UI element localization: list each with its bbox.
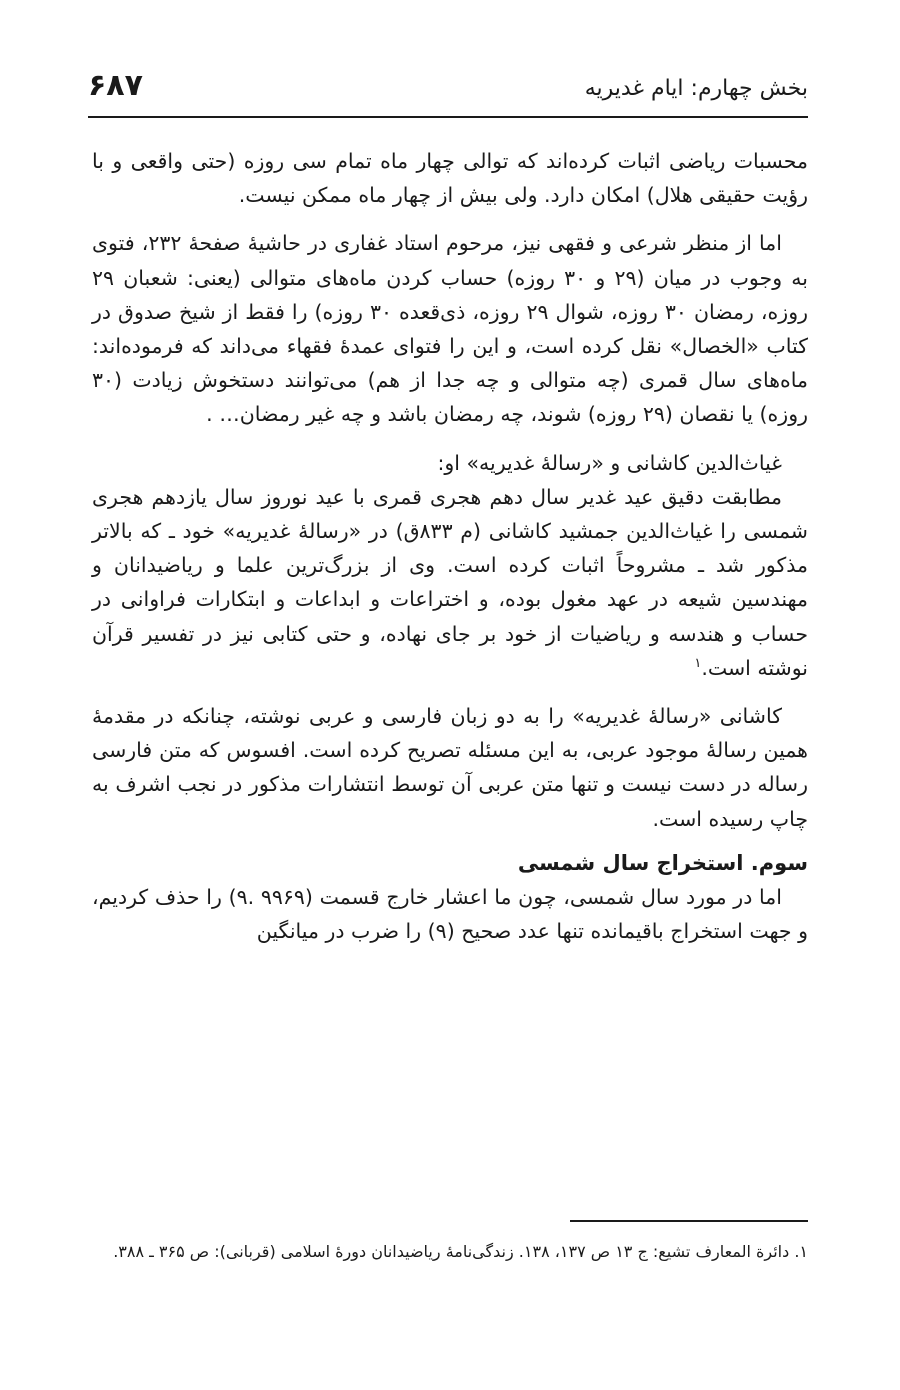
paragraph-2: اما از منظر شرعی و فقهی نیز، مرحوم استاد غفاری در حاشیهٔ صفحهٔ ۲۳۲، فتوی به وجوب در میان (۲۹ و ۳۰ روزه) حساب کردن ماه‌های متوالی (یعنی: شعبان ۲۹ روزه، رمضان ۳۰ روزه، شوال ۲۹ روزه، ذی‌قعده ۳۰ روزه) را فقط از شیخ صدوق در کتاب «الخصال» نقل کرده است، و این را فتوای عمدهٔ فقهاء می‌داند که فرموده‌اند: ماه‌های سال قمری (چه متوالی و چه جدا از هم) می‌توانند دستخوش زیادت (۳۰ روزه) یا نقصان (۲۹ روزه) شوند، چه رمضان باشد و چه غیر رمضان… . bbox=[92, 231, 808, 427]
section-title: بخش چهارم: ایام غدیریه bbox=[584, 76, 808, 101]
header-rule bbox=[88, 116, 808, 118]
footnote-rule bbox=[570, 1220, 808, 1222]
page-number: ۶۸۷ bbox=[88, 68, 143, 103]
footnotes bbox=[92, 1236, 808, 1268]
running-head bbox=[88, 68, 808, 108]
paragraph-3: غیاث‌الدین کاشانی و «رسالهٔ غدیریه» او: bbox=[437, 450, 782, 475]
paragraph-5: کاشانی «رسالهٔ غدیریه» را به دو زبان فارسی و عربی نوشته، چنانکه در مقدمهٔ همین رسالهٔ موجود عربی، به این مسئله تصریح کرده است. افسوس که متن فارسی رساله در دست نیست و تنها متن عربی آن توسط انتشارات مذکور در نجب اشرف به چاپ رسیده است. bbox=[92, 704, 808, 831]
body-text bbox=[92, 144, 808, 948]
paragraph-4-text: مطابقت دقیق عید غدیر سال دهم هجری قمری با عید نوروز سال یازدهم هجری شمسی را غیاث‌الدین جمشید کاشانی (م ۸۳۳ق) در «رسالهٔ غدیریه» خود ـ که بالاتر مذکور شد ـ مشروحاً اثبات کرده است. وی از بزرگ‌ترین علما و ریاضیدانان و مهندسین شیعه در عهد مغول بوده، و اختراعات و ابداعات و ابتکارات فراوانی در حساب و هندسه و ریاضیات از خود بر جای نهاده، و حتی کتابی نیز در تفسیر قرآن نوشته است. bbox=[92, 484, 808, 680]
footnote-reference[interactable]: ۱ bbox=[694, 656, 702, 672]
paragraph-1: محسبات ریاضی اثبات کرده‌اند که توالی چهار ماه تمام سی روزه (حتی واقعی و با رؤیت حقیقی هلال) امکان دارد. ولی بیش از چهار ماه ممکن نیست. bbox=[92, 149, 808, 208]
paragraph-4 bbox=[92, 480, 808, 685]
paragraph-6: اما در مورد سال شمسی، چون ما اعشار خارج قسمت (۹۹۶۹ .۹) را حذف کردیم، و جهت استخراج باقیمانده تنها عدد صحیح (۹) را ضرب در میانگین bbox=[92, 885, 808, 944]
section-heading: سوم. استخراج سال شمسی bbox=[517, 850, 808, 875]
footnote-1: ۱. دائرة المعارف تشیع: ج ۱۳ ص ۱۳۷، ۱۳۸. زندگی‌نامهٔ ریاضیدانان دورهٔ اسلامی (قربانی): ص ۳۶۵ ـ ۳۸۸. bbox=[113, 1242, 808, 1261]
